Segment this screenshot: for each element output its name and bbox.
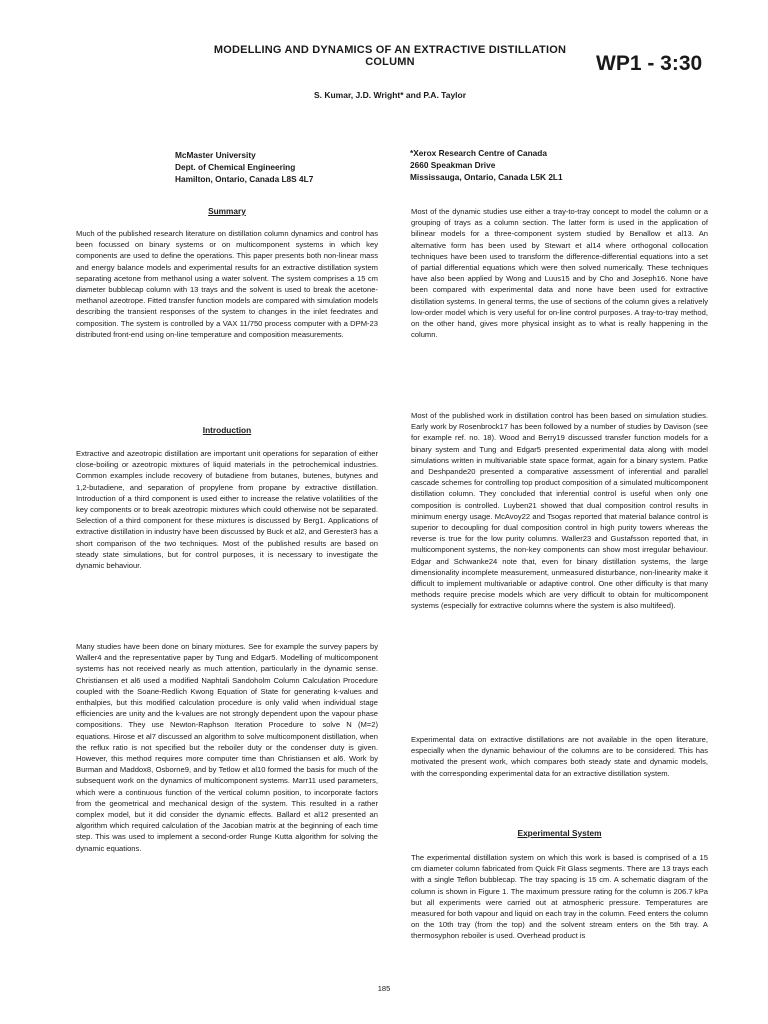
affiliation-line: Dept. of Chemical Engineering [175, 162, 296, 172]
introduction-heading: Introduction [202, 425, 252, 435]
author-line: S. Kumar, J.D. Wright* and P.A. Taylor [313, 90, 467, 100]
summary-heading: Summary [208, 206, 246, 216]
paper-title: MODELLING AND DYNAMICS OF AN EXTRACTIVE DISTILLATION COLUMN [213, 44, 567, 68]
introduction-paragraph-1: Extractive and azeotropic distillation are important unit operations for separation of either close-boiling or azeotropic mixtures of liquid materials in the petrochemical industries. Common examples include recovery of butadiene from butanes, butenes, butynes and 1,2-butadiene, and separation of propylene from propane by extractive distillation. Introduction of a third component is used either to increase the relative volatilities of the key components or to break azeotropic mixtures which could otherwise not be separated. Selection of a third component for these mixtures is discussed by Berg1. Applications of extractive distillation in industry have been discussed by Buck et al2, and Gerester3 has a short comparison of the two techniques. Most of the published results are based on steady state simulations, but for control purposes, it is necessary to investigate the dynamic behaviour. [76, 449, 378, 571]
page-number: 185 [377, 984, 391, 993]
affiliation-line: *Xerox Research Centre of Canada [410, 148, 547, 158]
experimental-paragraph: The experimental distillation system on which this work is based is comprised of a 15 cm diameter column fabricated from Quick Fit Glass segments. There are 13 trays each with a single Teflon bubblecap. The tray spacing is 15 cm. A schematic diagram of the column is shown in Figure 1. The maximum pressure rating for the column is 206.7 kPa but all experiments were carried out at atmospheric pressure. Temperatures are measured for both vapour and liquid on each tray in the column. Feed enters the column on the 10th tray (from the top) and the solvent stream enters on the 5th tray. A thermosyphon reboiler is used. Overhead product is [411, 853, 708, 941]
affiliation-line: 2660 Speakman Drive [410, 160, 496, 170]
session-code: WP1 - 3:30 [596, 52, 703, 75]
experimental-system-heading: Experimental System [517, 828, 602, 838]
affiliation-mcmaster [175, 149, 313, 185]
right-paragraph-1: Most of the dynamic studies use either a tray-to-tray concept to model the column or a grouping of trays as a column section. The latter form is used in the application of bilinear models for a three-component system studied by Benallow et al13. An alternative form has been used by Stewart et al14 where orthogonal collocation techniques have been used to transform the difference-differential equations into a set of partial differential equations which were then solved numerically. These techniques have also been applied by Wong and Luus15 and by Cho and Joseph16. None have been compared with experimental data and none have been used for extractive distillation systems. In general terms, the use of sections of the column gives a relatively low-order model which is very useful for on-line control purposes. A tray-to-tray method, on the other hand, gives more physical insight as to what is really happening in the column. [411, 207, 708, 340]
affiliation-line: Mississauga, Ontario, Canada L5K 2L1 [410, 172, 563, 182]
right-paragraph-3: Experimental data on extractive distillations are not available in the open literature, especially when the dynamic behaviour of the columns are to be considered. This has motivated the present work, which compares both steady state and dynamic models, with the corresponding experimental data for an extractive distillation system. [411, 735, 708, 778]
summary-paragraph: Much of the published research literature on distillation column dynamics and control has been focussed on binary systems or on multicomponent systems in which key components are used to define the operations. This paper presents both non-linear mass and energy balance models and experimental results for an extractive distillation system separating acetone from methanol using a water solvent. The system comprises a 15 cm diameter bubblecap column with 13 trays and the solvent is used to break the acetone-methanol azeotrope. Fitted transfer function models are compared with simulation models describing the transient responses of the system to changes in the inlet feedrates and composition. The system is controlled by a VAX 11/750 process computer with a DPM-23 distributed front-end using on-line temperature and composition measurements. [76, 229, 378, 339]
affiliation-xerox [410, 147, 563, 183]
affiliation-line: Hamilton, Ontario, Canada L8S 4L7 [175, 174, 314, 184]
introduction-paragraph-2: Many studies have been done on binary mixtures. See for example the survey papers by Waller4 and the representative paper by Tung and Edgar5. Modelling of multicomponent systems has not received nearly as much attention, particularly in the dynamic sense. Christiansen et al6 used a modified Naphtali Sandoholm Column Calculation Procedure coupled with the Soane-Redlich Kwong Equation of State for generating k-values and enthalpies, but this modified calculation procedure is only valid when individual stage efficiencies are unity and the k-values are not strongly dependent upon the vapour phase compositions. They use Newton-Raphson Iteration Procedure to solve N (M=2) equations. Hirose et al7 discussed an algorithm to solve multicomponent distillation, when the reflux ratio is not specified but the reboiler duty or the condenser duty is given. However, this method requires more computer time than Christiansen et al6. Work by Burman and Maddox8, Osborne9, and by Tetlow et al10 formed the basis for much of the subsequent work on the dynamics of multicomponent systems. Marr11 used parameters, which were a continuous function of the vertical column position, to incorporate factors from the geometrical and mechanical design of the system. This resulted in a rather complex model, but it did consider the dynamic effects. Ballard et al12 presented an algorithm which required calculation of the Jacobian matrix at the beginning of each time step. This was used to implement a second-order Runge Kutta algorithm for solving the dynamic equations. [76, 642, 378, 853]
right-paragraph-2: Most of the published work in distillation control has been based on simulation studies. Early work by Rosenbrock17 has been followed by a number of studies by Davison (see for example ref. no. 18). Wood and Berry19 discussed transfer function models for a binary system and Tung and Edgar5 presented experimental data along with model simulations written in multivariable state space format, again for a binary system. Patke and Deshpande20 presented a comparative assessment of inferential and parallel cascade schemes for controlling top product composition of a simulated multicomponent distillation column. They concluded that inferential control is useful when only one composition is controlled. Luyben21 showed that dual composition control results in minimum energy usage. McAvoy22 and Tsogas reported that material balance control is superior to decoupling for dual composition control in high purity towers whereas the reverse is true for the low purity columns. Waller23 and Gustafsson reported that, in multicomponent systems, the non-key components can show most irregular behaviour. Edgar and Schwanke24 note that, even for binary distillation systems, the large dimensionality incomplete measurement, unmeasured disturbance, non-linearity make it difficult to implement multivariable or adaptive control. One other difficulty is that many methods require precise models which are very difficult to obtain for multicomponent systems (especially for extractive columns where the system is also multifeed). [411, 411, 708, 611]
affiliation-line: McMaster University [175, 150, 256, 160]
